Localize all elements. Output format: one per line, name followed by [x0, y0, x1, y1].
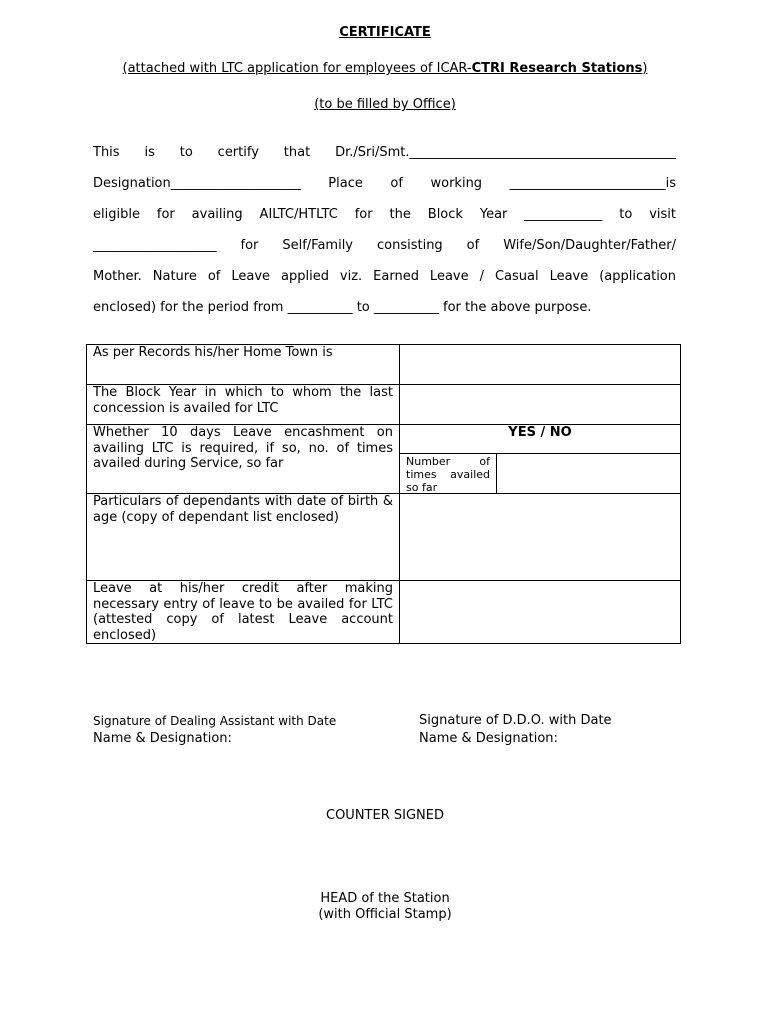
row-value-leave-credit[interactable]: [400, 581, 681, 644]
body-line-6: enclosed) for the period from __________ to __________ for the above purpose.: [93, 300, 592, 315]
row-label-leave-credit: Leave at his/her credit after making necessary entry of leave to be availed for LTC (attested copy of latest Leave account enclosed): [87, 581, 400, 644]
body-line-4: ___________________ for Self/Family consisting of Wife/Son/Daughter/Father/: [93, 238, 676, 253]
subtitle-suffix: ): [642, 61, 648, 76]
row-value-dependants[interactable]: [400, 494, 681, 581]
table-row: [87, 385, 681, 425]
number-times-label: Number of times availed so far: [400, 454, 497, 493]
body-line-2: Designation____________________ Place of working ________________________is: [93, 176, 676, 191]
counter-signed: COUNTER SIGNED: [326, 808, 444, 823]
ddo-signature: Signature of D.D.O. with Date: [419, 713, 612, 728]
row-value-leave-encashment: [400, 425, 681, 494]
row-label-home-town: As per Records his/her Home Town is: [87, 345, 400, 385]
row-label-dependants: Particulars of dependants with date of birth & age (copy of dependant list enclosed): [87, 494, 400, 581]
row-label-leave-encashment: Whether 10 days Leave encashment on availing LTC is required, if so, no. of times availed during Service, so far: [87, 425, 400, 494]
filled-by-note: (to be filled by Office): [314, 97, 456, 112]
row-value-block-year[interactable]: [400, 385, 681, 425]
number-times-row: [400, 454, 680, 493]
body-line-5: Mother. Nature of Leave applied viz. Earned Leave / Casual Leave (application: [93, 269, 676, 284]
official-stamp: (with Official Stamp): [318, 907, 452, 922]
table-row: [87, 345, 681, 385]
head-of-station: HEAD of the Station: [320, 891, 450, 906]
certificate-subtitle: [0, 61, 770, 76]
number-times-value[interactable]: [497, 454, 680, 493]
row-label-block-year: The Block Year in which to whom the last concession is availed for LTC: [87, 385, 400, 425]
dealing-assistant-signature: Signature of Dealing Assistant with Date: [93, 714, 337, 728]
table-row: [87, 425, 681, 494]
certificate-title: CERTIFICATE: [339, 25, 431, 40]
subtitle-bold: CTRI Research Stations: [471, 61, 643, 76]
table-row: [87, 494, 681, 581]
subtitle-prefix: (attached with LTC application for employees of ICAR-: [122, 61, 472, 76]
body-line-1: This is to certify that Dr./Sri/Smt._________________________________________: [93, 145, 676, 160]
row-value-home-town[interactable]: [400, 345, 681, 385]
ddo-name: Name & Designation:: [419, 731, 558, 746]
body-line-3: eligible for availing AILTC/HTLTC for the Block Year ____________ to visit: [93, 207, 676, 222]
table-row: [87, 581, 681, 644]
dealing-assistant-name: Name & Designation:: [93, 731, 232, 746]
details-table: [86, 344, 681, 644]
yes-no-option[interactable]: YES / NO: [400, 425, 680, 454]
